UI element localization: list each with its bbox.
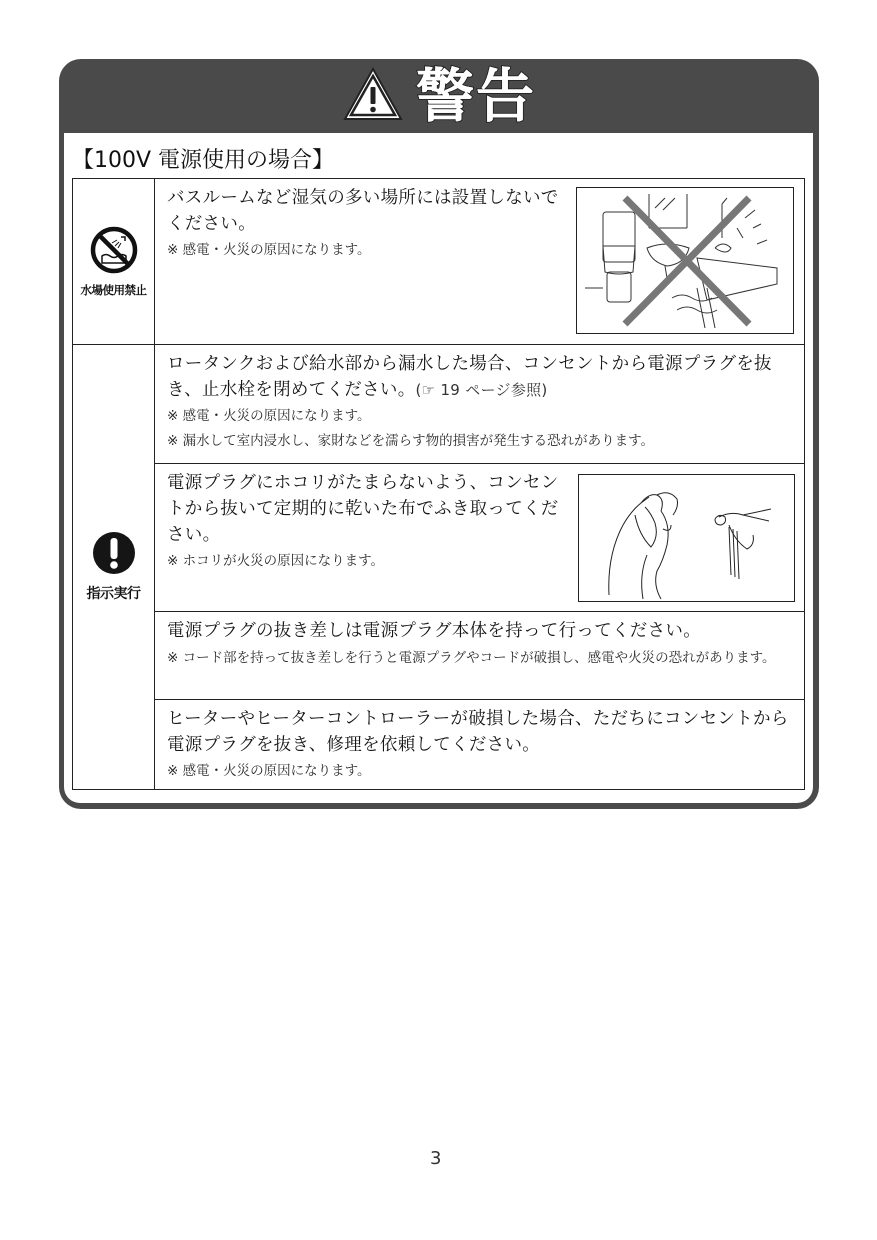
- row-2-item-3-content: [155, 611, 804, 699]
- warning-main-text: ロータンクおよび給水部から漏水した場合、コンセントから電源プラグを抜き、止水栓を閉めてください。(☞ 19 ページ参照): [167, 354, 772, 400]
- mandatory-action-icon: [92, 531, 136, 579]
- warning-note: ※ 感電・火災の原因になります。: [167, 408, 371, 424]
- warning-header: [59, 59, 819, 133]
- warning-main-text: ヒーターやヒーターコントローラーが破損した場合、ただちにコンセントから電源プラグを抜き、修理を依頼してください。: [167, 709, 789, 755]
- row-2-item-1-content: [155, 344, 804, 463]
- page-number: 3: [430, 1148, 442, 1169]
- warning-note: ※ 漏水して室内浸水し、家財などを濡らす物的損害が発生する恐れがあります。: [167, 433, 655, 449]
- row-2-item-4-content: [155, 699, 804, 789]
- icon-cell-mandatory: [73, 344, 155, 790]
- warning-note: ※ 感電・火災の原因になります。: [167, 763, 371, 779]
- wiping-plug-illustration: [578, 474, 795, 602]
- icon-label-no-water: 水場使用禁止: [80, 282, 147, 297]
- warning-main-text: 電源プラグの抜き差しは電源プラグ本体を持って行ってください。: [167, 621, 701, 641]
- warning-main-text: 電源プラグにホコリがたまらないよう、コンセントから抜いて定期的に乾いた布でふき取ってください。: [167, 473, 559, 545]
- icon-cell-no-water: [73, 179, 155, 344]
- warning-note: ※ 感電・火災の原因になります。: [167, 242, 371, 258]
- warning-note: ※ コード部を持って抜き差しを行うと電源プラグやコードが破損し、感電や火災の恐れがあります。: [167, 650, 776, 666]
- warning-table: [72, 178, 805, 790]
- icon-label-mandatory: 指示実行: [86, 586, 141, 602]
- warning-triangle-icon: [342, 66, 404, 126]
- warning-note: ※ ホコリが火災の原因になります。: [167, 553, 385, 569]
- page-reference: (☞ 19 ページ参照): [415, 381, 548, 399]
- warning-title: 警告: [415, 62, 536, 130]
- section-title: 【100V 電源使用の場合】: [72, 148, 335, 173]
- no-water-area-icon: [90, 226, 138, 278]
- warning-main-text: バスルームなど湿気の多い場所には設置しないでください。: [167, 188, 559, 234]
- bathroom-crossed-out-illustration: [576, 187, 794, 334]
